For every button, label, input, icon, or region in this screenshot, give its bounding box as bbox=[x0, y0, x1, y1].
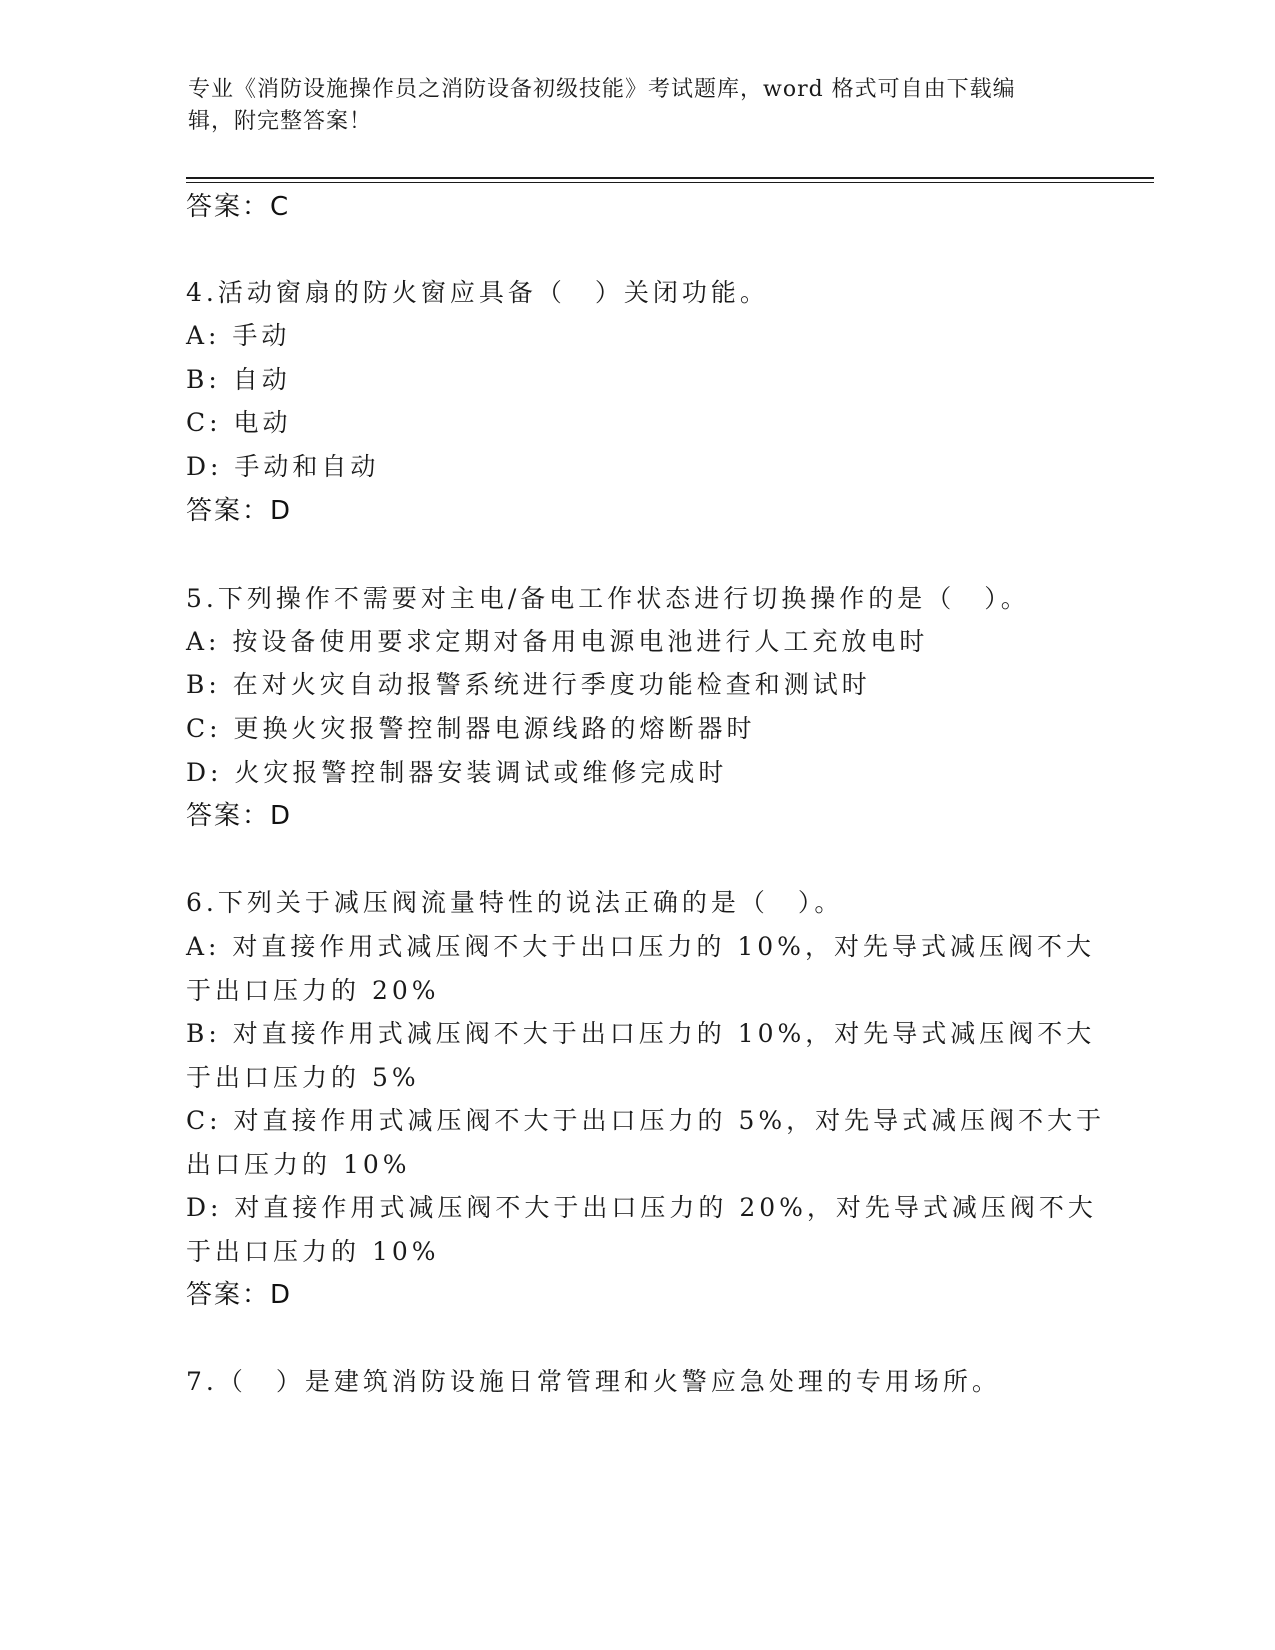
question-4-answer: 答案：D bbox=[186, 496, 293, 526]
question-7-stem: 7.（ ）是建筑消防设施日常管理和火警应急处理的专用场所。 bbox=[186, 1367, 1001, 1396]
header-line-1: 专业《消防设施操作员之消防设备初级技能》考试题库，word 格式可自由下载编 bbox=[188, 77, 1016, 102]
question-4-option-a: A: 手动 bbox=[186, 321, 291, 350]
question-4-option-c: C: 电动 bbox=[186, 408, 292, 437]
question-6-option-b-line-2: 于出口压力的 5% bbox=[186, 1063, 420, 1092]
question-6-option-c-line-2: 出口压力的 10% bbox=[186, 1150, 411, 1179]
question-4-stem: 4.活动窗扇的防火窗应具备（ ）关闭功能。 bbox=[186, 278, 769, 307]
question-5-stem: 5.下列操作不需要对主电/备电工作状态进行切换操作的是（ ）。 bbox=[186, 584, 1030, 613]
question-6-answer: 答案：D bbox=[186, 1280, 293, 1310]
question-4-option-d: D: 手动和自动 bbox=[186, 452, 380, 481]
question-6-option-c-line-1: C: 对直接作用式减压阀不大于出口压力的 5%，对先导式减压阀不大于 bbox=[186, 1106, 1106, 1135]
header-line-2: 辑，附完整答案！ bbox=[188, 109, 373, 134]
question-6-option-a-line-2: 于出口压力的 20% bbox=[186, 976, 440, 1005]
question-6-option-a-line-1: A: 对直接作用式减压阀不大于出口压力的 10%，对先导式减压阀不大 bbox=[186, 932, 1095, 961]
answer-previous-question: 答案：C bbox=[186, 192, 291, 222]
document-header bbox=[188, 74, 1068, 138]
question-6-option-d-line-1: D: 对直接作用式减压阀不大于出口压力的 20%，对先导式减压阀不大 bbox=[186, 1193, 1097, 1222]
question-5-option-c: C: 更换火灾报警控制器电源线路的熔断器时 bbox=[186, 714, 756, 743]
question-6-stem: 6.下列关于减压阀流量特性的说法正确的是（ ）。 bbox=[186, 888, 844, 917]
question-5-option-a: A: 按设备使用要求定期对备用电源电池进行人工充放电时 bbox=[186, 627, 929, 656]
question-6-option-b-line-1: B: 对直接作用式减压阀不大于出口压力的 10%，对先导式减压阀不大 bbox=[186, 1019, 1096, 1048]
header-divider-thick bbox=[186, 177, 1154, 179]
question-5-option-d: D: 火灾报警控制器安装调试或维修完成时 bbox=[186, 758, 728, 787]
question-4-option-b: B: 自动 bbox=[186, 365, 291, 394]
question-6-option-d-line-2: 于出口压力的 10% bbox=[186, 1237, 440, 1266]
header-divider-thin bbox=[186, 182, 1154, 183]
question-5-option-b: B: 在对火灾自动报警系统进行季度功能检查和测试时 bbox=[186, 670, 871, 699]
question-5-answer: 答案：D bbox=[186, 801, 293, 831]
